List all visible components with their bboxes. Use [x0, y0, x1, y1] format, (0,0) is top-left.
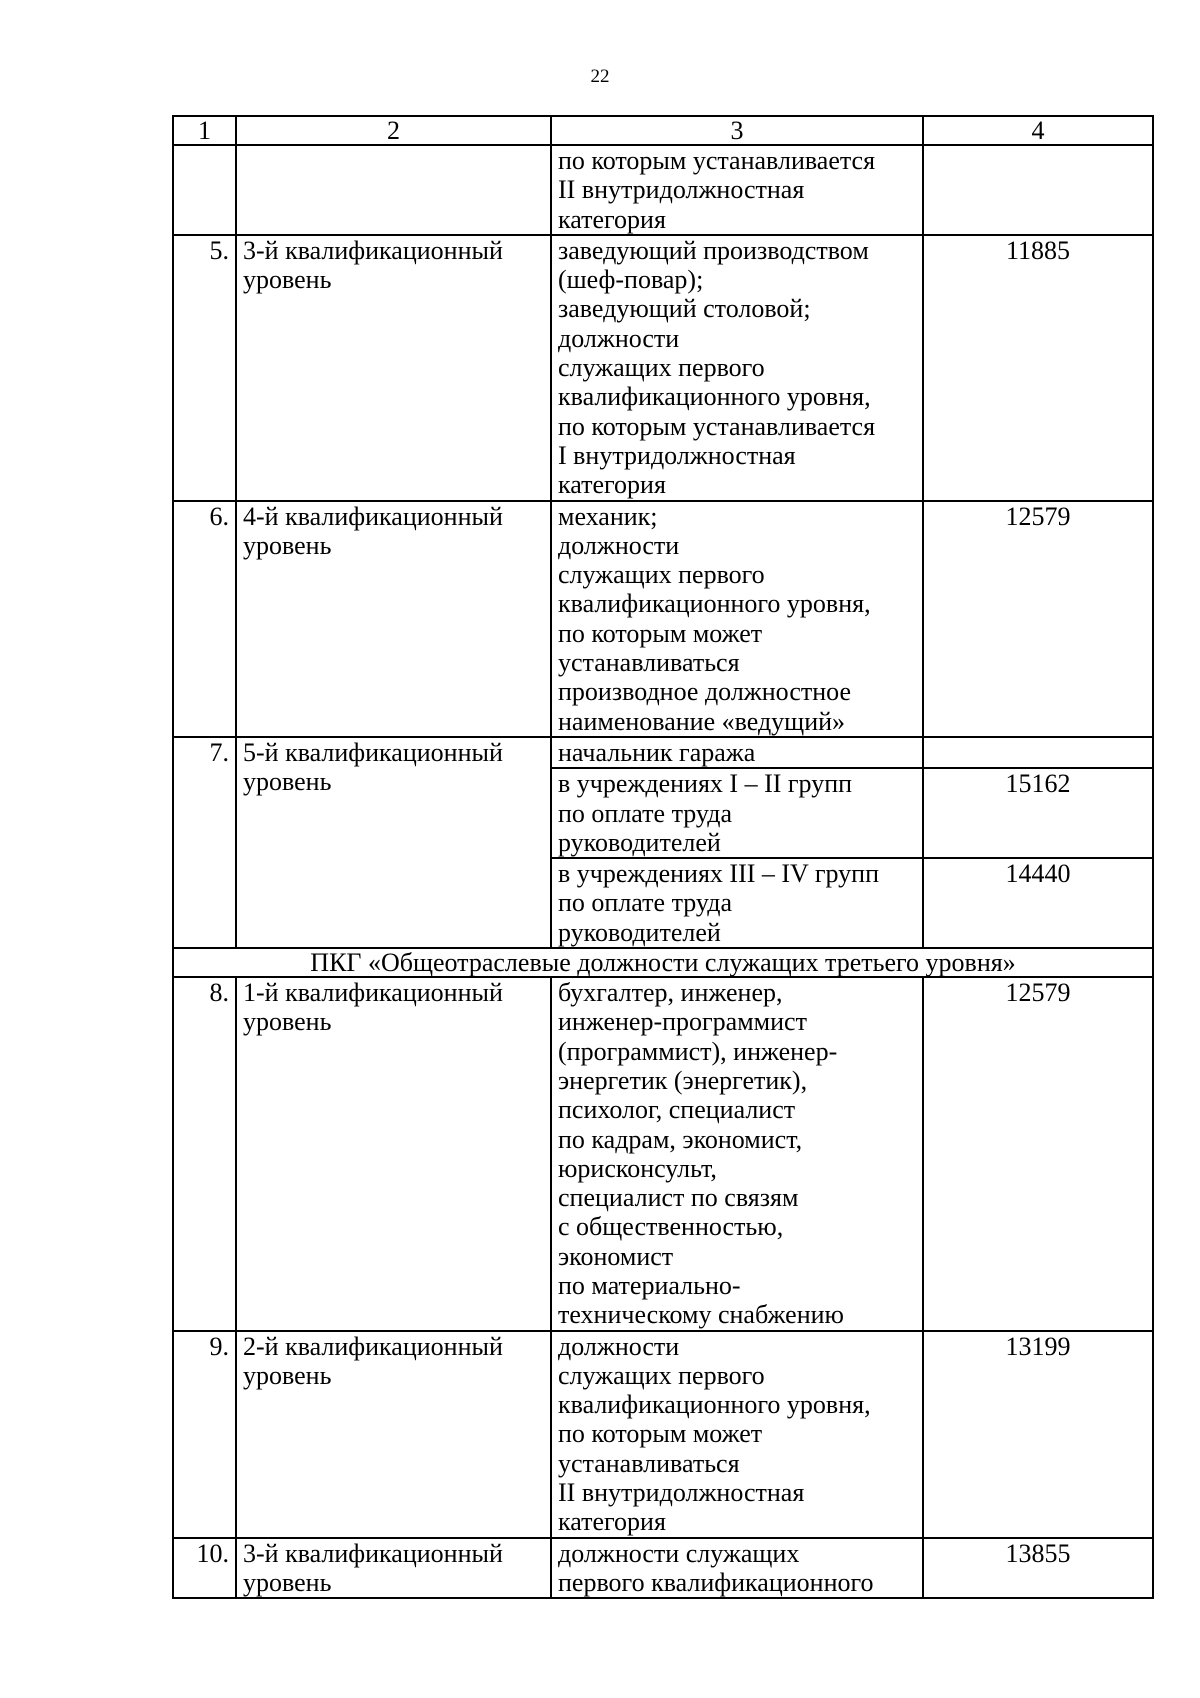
salary-table: [172, 115, 1154, 1599]
salary-cell: 12579: [923, 977, 1153, 1331]
salary-cell: 13199: [923, 1331, 1153, 1538]
table-row: [173, 977, 1153, 1331]
positions-cell: должности служащих первого квалификационного уровня, по которым может устанавливаться II внутридолжностная категория: [551, 1331, 923, 1538]
level-cell: 2-й квалификационный уровень: [236, 1331, 551, 1538]
salary-cell: [923, 145, 1153, 235]
page-number: 22: [590, 66, 610, 87]
table-row-continuation: [173, 145, 1153, 235]
table-row: [173, 501, 1153, 737]
header-cell-3: 3: [551, 116, 923, 145]
table-row: [173, 1331, 1153, 1538]
level-cell: 3-й квалификационный уровень: [236, 235, 551, 501]
header-cell-1: 1: [173, 116, 236, 145]
salary-cell: 13855: [923, 1538, 1153, 1599]
salary-cell: 15162: [923, 768, 1153, 858]
row-number-cell: 6.: [173, 501, 236, 737]
row-number-cell: 8.: [173, 977, 236, 1331]
table-row: [173, 737, 1153, 768]
level-cell: [236, 145, 551, 235]
table-header-row: [173, 116, 1153, 145]
row-number-cell: [173, 145, 236, 235]
table-row: [173, 1538, 1153, 1599]
positions-cell: заведующий производством (шеф-повар); заведующий столовой; должности служащих первого квалификационного уровня, по которым устанавливается I внутридолжностная категория: [551, 235, 923, 501]
level-cell: 3-й квалификационный уровень: [236, 1538, 551, 1599]
positions-cell: начальник гаража: [551, 737, 923, 768]
positions-cell: механик; должности служащих первого квалификационного уровня, по которым может устанавливаться производное должностное наименование «ведущий»: [551, 501, 923, 737]
level-cell: 4-й квалификационный уровень: [236, 501, 551, 737]
salary-cell: 12579: [923, 501, 1153, 737]
level-cell: 5-й квалификационный уровень: [236, 737, 551, 948]
positions-cell: должности служащих первого квалификационного: [551, 1538, 923, 1599]
positions-cell: бухгалтер, инженер, инженер-программист (программист), инженер- энергетик (энергетик), психолог, специалист по кадрам, экономист, юрисконсульт, специалист по связям с общественностью, экономист по материально- техническому снабжению: [551, 977, 923, 1331]
group-header: ПКГ «Общеотраслевые должности служащих третьего уровня»: [173, 948, 1153, 977]
row-number-cell: 5.: [173, 235, 236, 501]
positions-cell: по которым устанавливается II внутридолжностная категория: [551, 145, 923, 235]
positions-cell: в учреждениях III – IV групп по оплате труда руководителей: [551, 858, 923, 948]
salary-cell: 11885: [923, 235, 1153, 501]
positions-cell: в учреждениях I – II групп по оплате труда руководителей: [551, 768, 923, 858]
group-header-row: [173, 948, 1153, 977]
table-row: [173, 235, 1153, 501]
header-cell-4: 4: [923, 116, 1153, 145]
row-number-cell: 9.: [173, 1331, 236, 1538]
level-cell: 1-й квалификационный уровень: [236, 977, 551, 1331]
salary-cell: [923, 737, 1153, 768]
salary-cell: 14440: [923, 858, 1153, 948]
header-cell-2: 2: [236, 116, 551, 145]
row-number-cell: 7.: [173, 737, 236, 948]
row-number-cell: 10.: [173, 1538, 236, 1599]
